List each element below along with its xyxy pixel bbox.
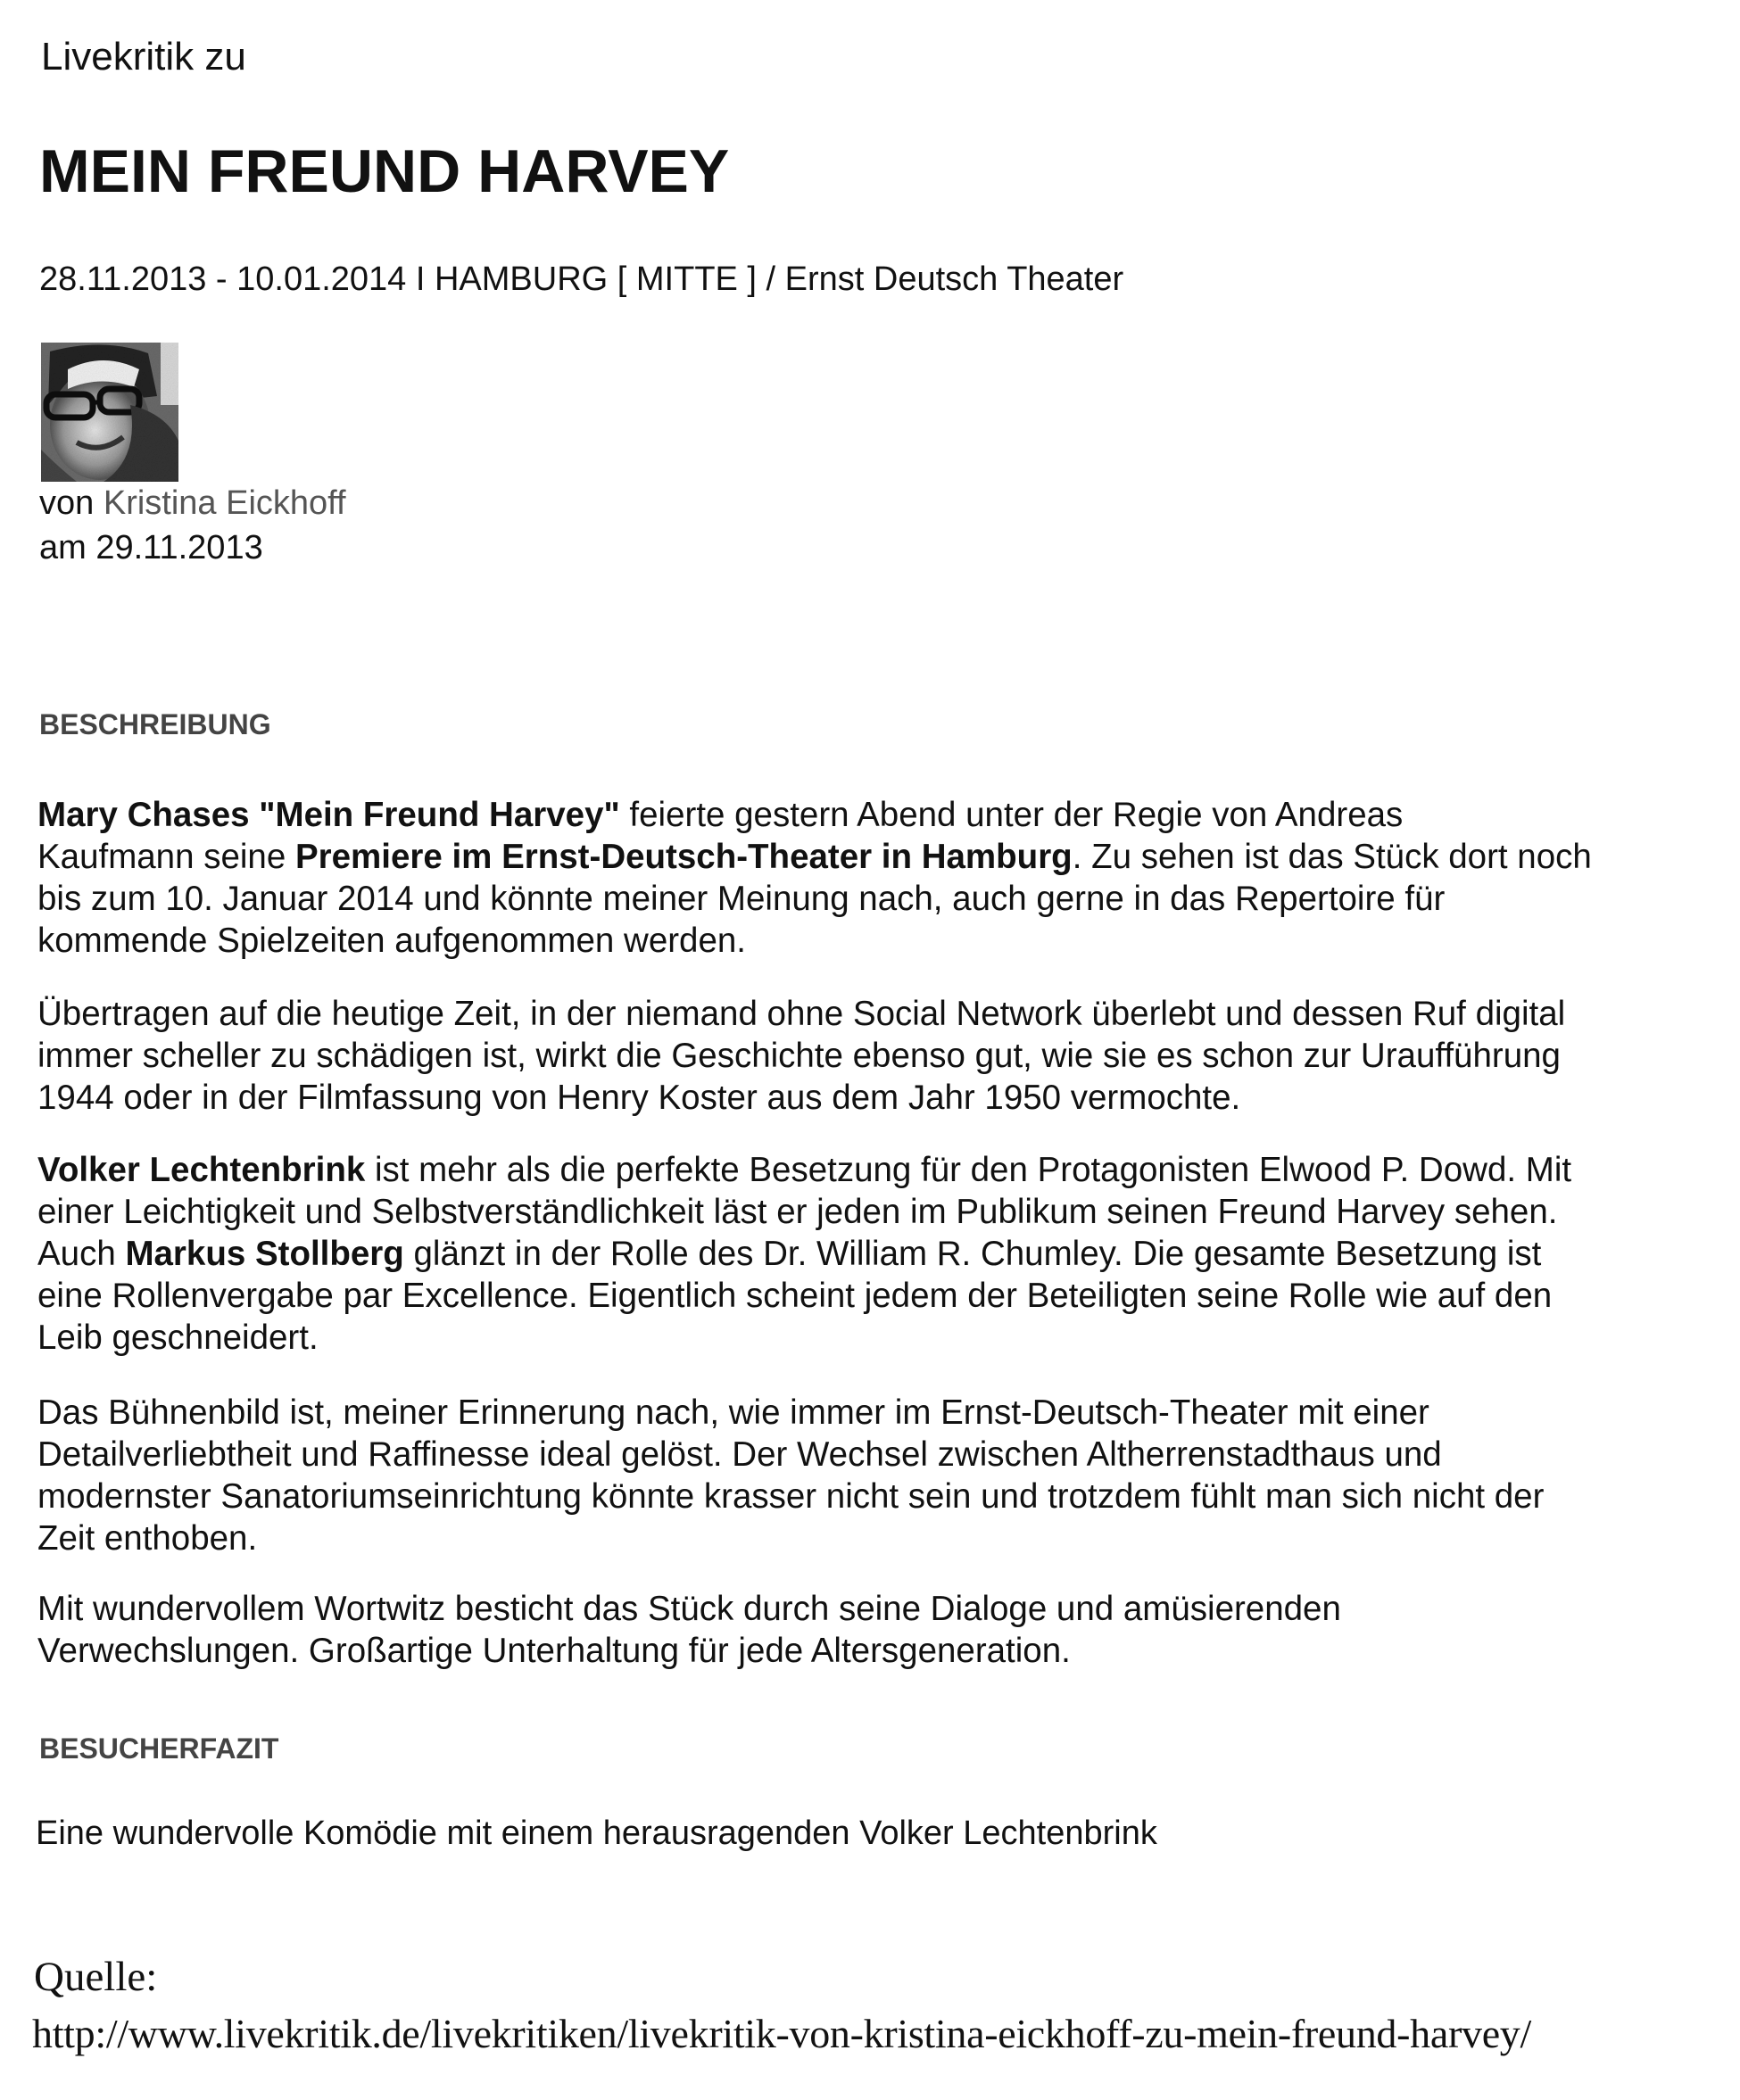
- bold-text: Mary Chases "Mein Freund Harvey": [37, 796, 620, 834]
- paragraph-line: [37, 836, 1592, 878]
- text: Auch: [37, 1235, 126, 1273]
- source-label: Quelle:: [34, 1954, 158, 2000]
- section-heading-verdict: BESUCHERFAZIT: [39, 1732, 279, 1765]
- paragraph-line: einer Leichtigkeit und Selbstverständlichkeit läst er jeden im Publikum seinen Freund Harvey sehen.: [37, 1193, 1558, 1231]
- kicker-label: Livekritik zu: [41, 35, 246, 79]
- paragraph-line: kommende Spielzeiten aufgenommen werden.: [37, 922, 746, 960]
- bold-text: Premiere im Ernst-Deutsch-Theater in Hamburg: [294, 838, 1073, 876]
- paragraph-line: 1944 oder in der Filmfassung von Henry Koster aus dem Jahr 1950 vermochte.: [37, 1079, 1241, 1117]
- paragraph-line: [37, 794, 1592, 836]
- text: glänzt in der Rolle des Dr. William R. Chumley. Die gesamte Besetzung ist: [403, 1235, 1542, 1273]
- publish-date: am 29.11.2013: [39, 529, 263, 566]
- body-paragraph-5: [37, 1588, 1341, 1672]
- paragraph-line: Das Bühnenbild ist, meiner Erinnerung nach, wie immer im Ernst-Deutsch-Theater mit einer: [37, 1393, 1429, 1432]
- body-paragraph-2: [37, 993, 1565, 1119]
- bold-text: Volker Lechtenbrink: [37, 1151, 366, 1189]
- author-link[interactable]: Kristina Eickhoff: [103, 484, 346, 522]
- byline-prefix: von: [39, 484, 95, 522]
- paragraph-line: [37, 1233, 1571, 1275]
- section-heading-description: BESCHREIBUNG: [39, 708, 271, 740]
- body-paragraph-4: [37, 1392, 1544, 1559]
- author-portrait-icon: [41, 343, 178, 482]
- paragraph-line: bis zum 10. Januar 2014 und könnte meiner Meinung nach, auch gerne in das Repertoire für: [37, 880, 1446, 918]
- paragraph-line: Detailverliebtheit und Raffinesse ideal gelöst. Der Wechsel zwischen Altherrenstadthaus und: [37, 1435, 1442, 1474]
- paragraph-line: Übertragen auf die heutige Zeit, in der niemand ohne Social Network überlebt und dessen Ruf digital: [37, 995, 1566, 1033]
- paragraph-line: [37, 1149, 1571, 1191]
- page-title: MEIN FREUND HARVEY: [39, 137, 730, 205]
- paragraph-line: immer scheller zu schädigen ist, wirkt die Geschichte ebenso gut, wie sie es schon zur Uraufführung: [37, 1037, 1561, 1075]
- paragraph-line: Leib geschneidert.: [37, 1319, 319, 1357]
- source-url: http://www.livekritik.de/livekritiken/livekritik-von-kristina-eickhoff-zu-mein-freund-harvey/: [32, 2011, 1531, 2056]
- paragraph-line: Verwechslungen. Großartige Unterhaltung für jede Altersgeneration.: [37, 1632, 1071, 1670]
- author-photo-icon: [41, 343, 178, 482]
- text: . Zu sehen ist das Stück dort noch: [1072, 838, 1592, 876]
- text: Kaufmann seine: [37, 838, 295, 876]
- paragraph-line: Mit wundervollem Wortwitz besticht das Stück durch seine Dialoge und amüsierenden: [37, 1590, 1341, 1628]
- verdict-text: Eine wundervolle Komödie mit einem herausragenden Volker Lechtenbrink: [36, 1815, 1157, 1852]
- event-meta: 28.11.2013 - 10.01.2014 I HAMBURG [ MITTE ] / Ernst Deutsch Theater: [39, 260, 1124, 298]
- body-paragraph-3: [37, 1149, 1571, 1359]
- paragraph-line: modernster Sanatoriumseinrichtung könnte krasser nicht sein und trotzdem fühlt man sich nicht der: [37, 1477, 1545, 1516]
- paragraph-line: Zeit enthoben.: [37, 1519, 258, 1558]
- paragraph-line: eine Rollenvergabe par Excellence. Eigentlich scheint jedem der Beteiligten seine Rolle wie auf den: [37, 1277, 1553, 1315]
- text: ist mehr als die perfekte Besetzung für den Protagonisten Elwood P. Dowd. Mit: [365, 1151, 1572, 1189]
- byline: [39, 482, 346, 525]
- bold-text: Markus Stollberg: [125, 1235, 404, 1273]
- body-paragraph-1: [37, 794, 1592, 962]
- text: feierte gestern Abend unter der Regie von Andreas: [619, 796, 1404, 834]
